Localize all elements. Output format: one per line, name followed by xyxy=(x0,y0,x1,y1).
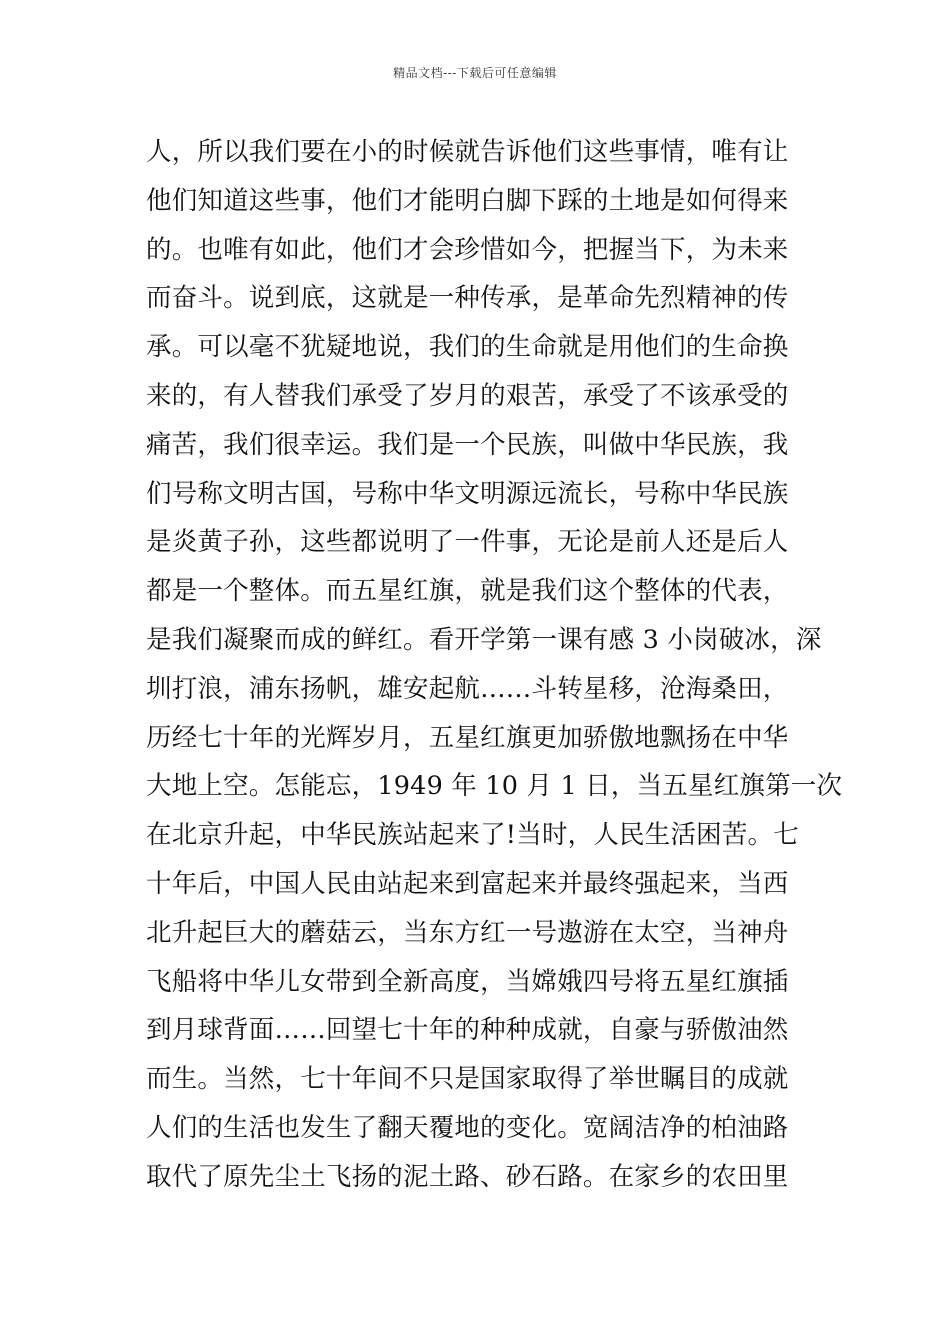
text-line: 们号称文明古国，号称中华文明源远流长，号称中华民族 xyxy=(146,478,789,509)
text-line: 取代了原先尘土飞扬的泥土路、砂石路。在家乡的农田里 xyxy=(146,1161,789,1192)
text-line: 是炎黄子孙，这些都说明了一件事，无论是前人还是后人 xyxy=(146,527,789,558)
text-line: 十年后，中国人民由站起来到富起来并最终强起来，当西 xyxy=(146,868,789,899)
text-line: 飞船将中华儿女带到全新高度，当嫦娥四号将五星红旗插 xyxy=(146,966,789,997)
text-line: 他们知道这些事，他们才能明白脚下踩的土地是如何得来 xyxy=(146,185,789,216)
text-line: 都是一个整体。而五星红旗，就是我们这个整体的代表， xyxy=(146,576,789,607)
text-line: 痛苦，我们很幸运。我们是一个民族，叫做中华民族，我 xyxy=(146,429,789,460)
text-line: 历经七十年的光辉岁月，五星红旗更加骄傲地飘扬在中华 xyxy=(146,722,789,753)
text-line: 的。也唯有如此，他们才会珍惜如今，把握当下，为未来 xyxy=(146,234,789,265)
document-body xyxy=(146,128,843,1202)
text-line: 而奋斗。说到底，这就是一种传承，是革命先烈精神的传 xyxy=(146,283,789,314)
text-line: 而生。当然，七十年间不只是国家取得了举世瞩目的成就 xyxy=(146,1064,789,1095)
text-line: 在北京升起，中华民族站起来了!当时，人民生活困苦。七 xyxy=(146,820,799,851)
text-line: 是我们凝聚而成的鲜红。看开学第一课有感 3 小岗破冰，深 xyxy=(146,624,822,655)
text-line: 人们的生活也发生了翻天覆地的变化。宽阔洁净的柏油路 xyxy=(146,1112,789,1143)
text-line: 到月球背面……回望七十年的种种成就，自豪与骄傲油然 xyxy=(146,1015,789,1046)
text-line: 北升起巨大的蘑菇云，当东方红一号遨游在太空，当神舟 xyxy=(146,917,789,948)
text-line: 人，所以我们要在小的时候就告诉他们这些事情，唯有让 xyxy=(146,137,789,167)
page-header: 精品文档---下载后可任意编辑 xyxy=(393,66,557,80)
text-line: 承。可以毫不犹疑地说，我们的生命就是用他们的生命换 xyxy=(146,332,789,363)
text-line: 大地上空。怎能忘，1949 年 10 月 1 日，当五星红旗第一次 xyxy=(146,771,843,802)
text-line: 圳打浪，浦东扬帆，雄安起航……斗转星移，沧海桑田， xyxy=(146,673,789,704)
text-line: 来的，有人替我们承受了岁月的艰苦，承受了不该承受的 xyxy=(146,380,789,411)
